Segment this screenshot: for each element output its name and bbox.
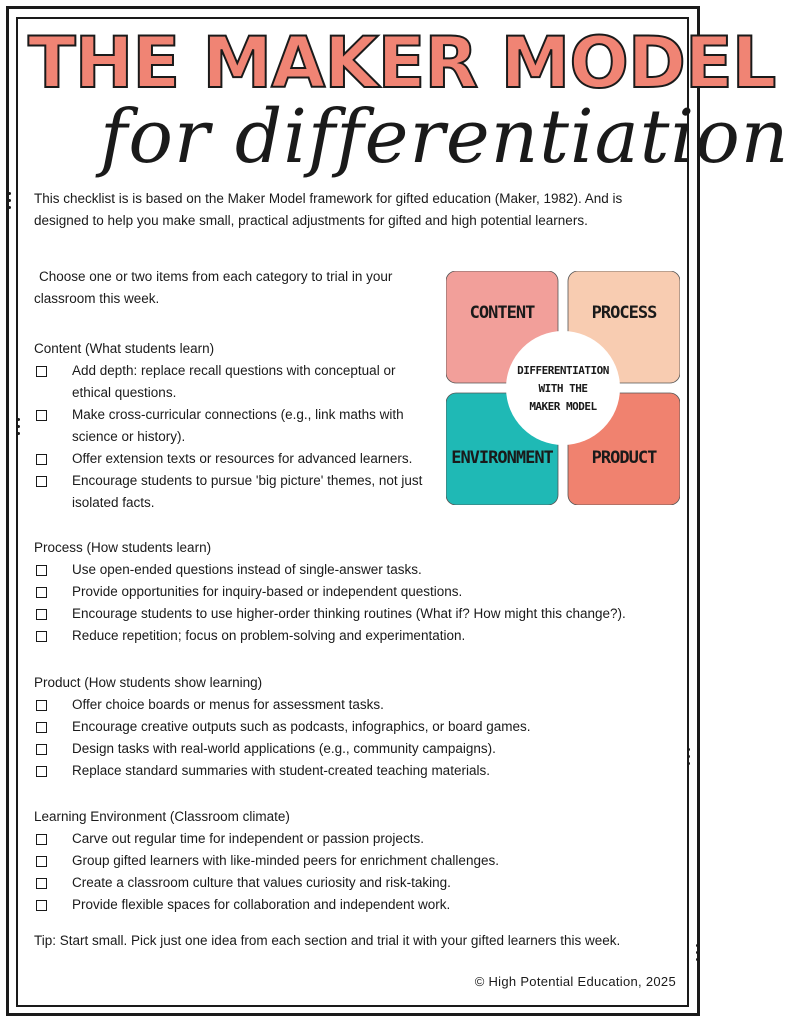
checklist-item[interactable] — [34, 738, 684, 760]
checklist-item[interactable] — [34, 716, 684, 738]
item-text: Encourage students to use higher-order thinking routines (What if? How might this change?). — [72, 606, 626, 621]
border-dots-decoration — [687, 748, 691, 769]
item-text: Offer choice boards or menus for assessment tasks. — [72, 697, 384, 712]
checklist-item[interactable] — [34, 694, 684, 716]
checklist-item[interactable] — [34, 828, 684, 850]
intro-paragraph: This checklist is is based on the Maker Model framework for gifted education (Maker, 1982). And is designed to help you make small, practical adjustments for gifted and high potential learners. — [34, 191, 623, 228]
checkbox[interactable] — [36, 631, 47, 642]
border-dots-decoration — [17, 418, 21, 439]
checkbox[interactable] — [36, 856, 47, 867]
content-section — [34, 338, 434, 514]
center-line-2: WITH THE — [538, 382, 588, 395]
product-label: PRODUCT — [591, 448, 657, 468]
page-subtitle: for differentiation — [100, 94, 789, 180]
checkbox[interactable] — [36, 587, 47, 598]
tip-text: Tip: Start small. Pick just one idea from each section and trial it with your gifted learners this week. — [34, 933, 621, 948]
environment-section — [34, 806, 684, 916]
checkbox[interactable] — [36, 766, 47, 777]
checkbox[interactable] — [36, 366, 47, 377]
checklist-item[interactable] — [34, 470, 434, 514]
item-text: Encourage students to pursue 'big picture' themes, not just isolated facts. — [72, 473, 423, 510]
checklist-item[interactable] — [34, 625, 684, 647]
product-section — [34, 672, 684, 782]
checkbox[interactable] — [36, 410, 47, 421]
maker-model-diagram — [446, 271, 680, 505]
checklist-item[interactable] — [34, 448, 434, 470]
checkbox[interactable] — [36, 565, 47, 576]
checkbox[interactable] — [36, 609, 47, 620]
item-text: Provide opportunities for inquiry-based or independent questions. — [72, 584, 463, 599]
process-section — [34, 537, 684, 647]
page-title: THE MAKER MODEL — [28, 22, 776, 104]
section-heading: Learning Environment (Classroom climate) — [34, 809, 290, 824]
item-text: Encourage creative outputs such as podcasts, infographics, or board games. — [72, 719, 531, 734]
center-line-3: MAKER MODEL — [529, 400, 597, 413]
item-text: Use open-ended questions instead of single-answer tasks. — [72, 562, 422, 577]
border-dots-decoration — [696, 944, 700, 965]
section-heading: Content (What students learn) — [34, 341, 215, 356]
item-text: Make cross-curricular connections (e.g., link maths with science or history). — [72, 407, 404, 444]
diagram-center-label — [507, 362, 619, 416]
item-text: Carve out regular time for independent or passion projects. — [72, 831, 424, 846]
checkbox[interactable] — [36, 476, 47, 487]
checklist-item[interactable] — [34, 760, 684, 782]
environment-label: ENVIRONMENT — [451, 448, 553, 468]
item-text: Offer extension texts or resources for advanced learners. — [72, 451, 413, 466]
checkbox[interactable] — [36, 878, 47, 889]
item-text: Group gifted learners with like-minded peers for enrichment challenges. — [72, 853, 499, 868]
border-dots-decoration — [8, 192, 12, 213]
checkbox[interactable] — [36, 722, 47, 733]
item-text: Design tasks with real-world applications (e.g., community campaigns). — [72, 741, 496, 756]
checklist-item[interactable] — [34, 360, 434, 404]
content-label: CONTENT — [469, 303, 535, 323]
copyright-notice: © High Potential Education, 2025 — [474, 974, 676, 989]
checklist-item[interactable] — [34, 559, 684, 581]
section-heading: Process (How students learn) — [34, 540, 212, 555]
item-text: Replace standard summaries with student-created teaching materials. — [72, 763, 490, 778]
item-text: Provide flexible spaces for collaboration and independent work. — [72, 897, 451, 912]
item-text: Reduce repetition; focus on problem-solving and experimentation. — [72, 628, 466, 643]
checklist-item[interactable] — [34, 894, 684, 916]
center-line-1: DIFFERENTIATION — [517, 364, 609, 377]
checkbox[interactable] — [36, 744, 47, 755]
checkbox[interactable] — [36, 700, 47, 711]
checkbox[interactable] — [36, 454, 47, 465]
checklist-item[interactable] — [34, 603, 684, 625]
checklist-item[interactable] — [34, 404, 434, 448]
checklist-item[interactable] — [34, 850, 684, 872]
item-text: Add depth: replace recall questions with conceptual or ethical questions. — [72, 363, 396, 400]
checklist-item[interactable] — [34, 872, 684, 894]
instruction-paragraph: Choose one or two items from each category to trial in your classroom this week. — [34, 269, 393, 306]
checkbox[interactable] — [36, 900, 47, 911]
checkbox[interactable] — [36, 834, 47, 845]
section-heading: Product (How students show learning) — [34, 675, 263, 690]
item-text: Create a classroom culture that values curiosity and risk-taking. — [72, 875, 451, 890]
checklist-item[interactable] — [34, 581, 684, 603]
process-label: PROCESS — [591, 303, 657, 323]
